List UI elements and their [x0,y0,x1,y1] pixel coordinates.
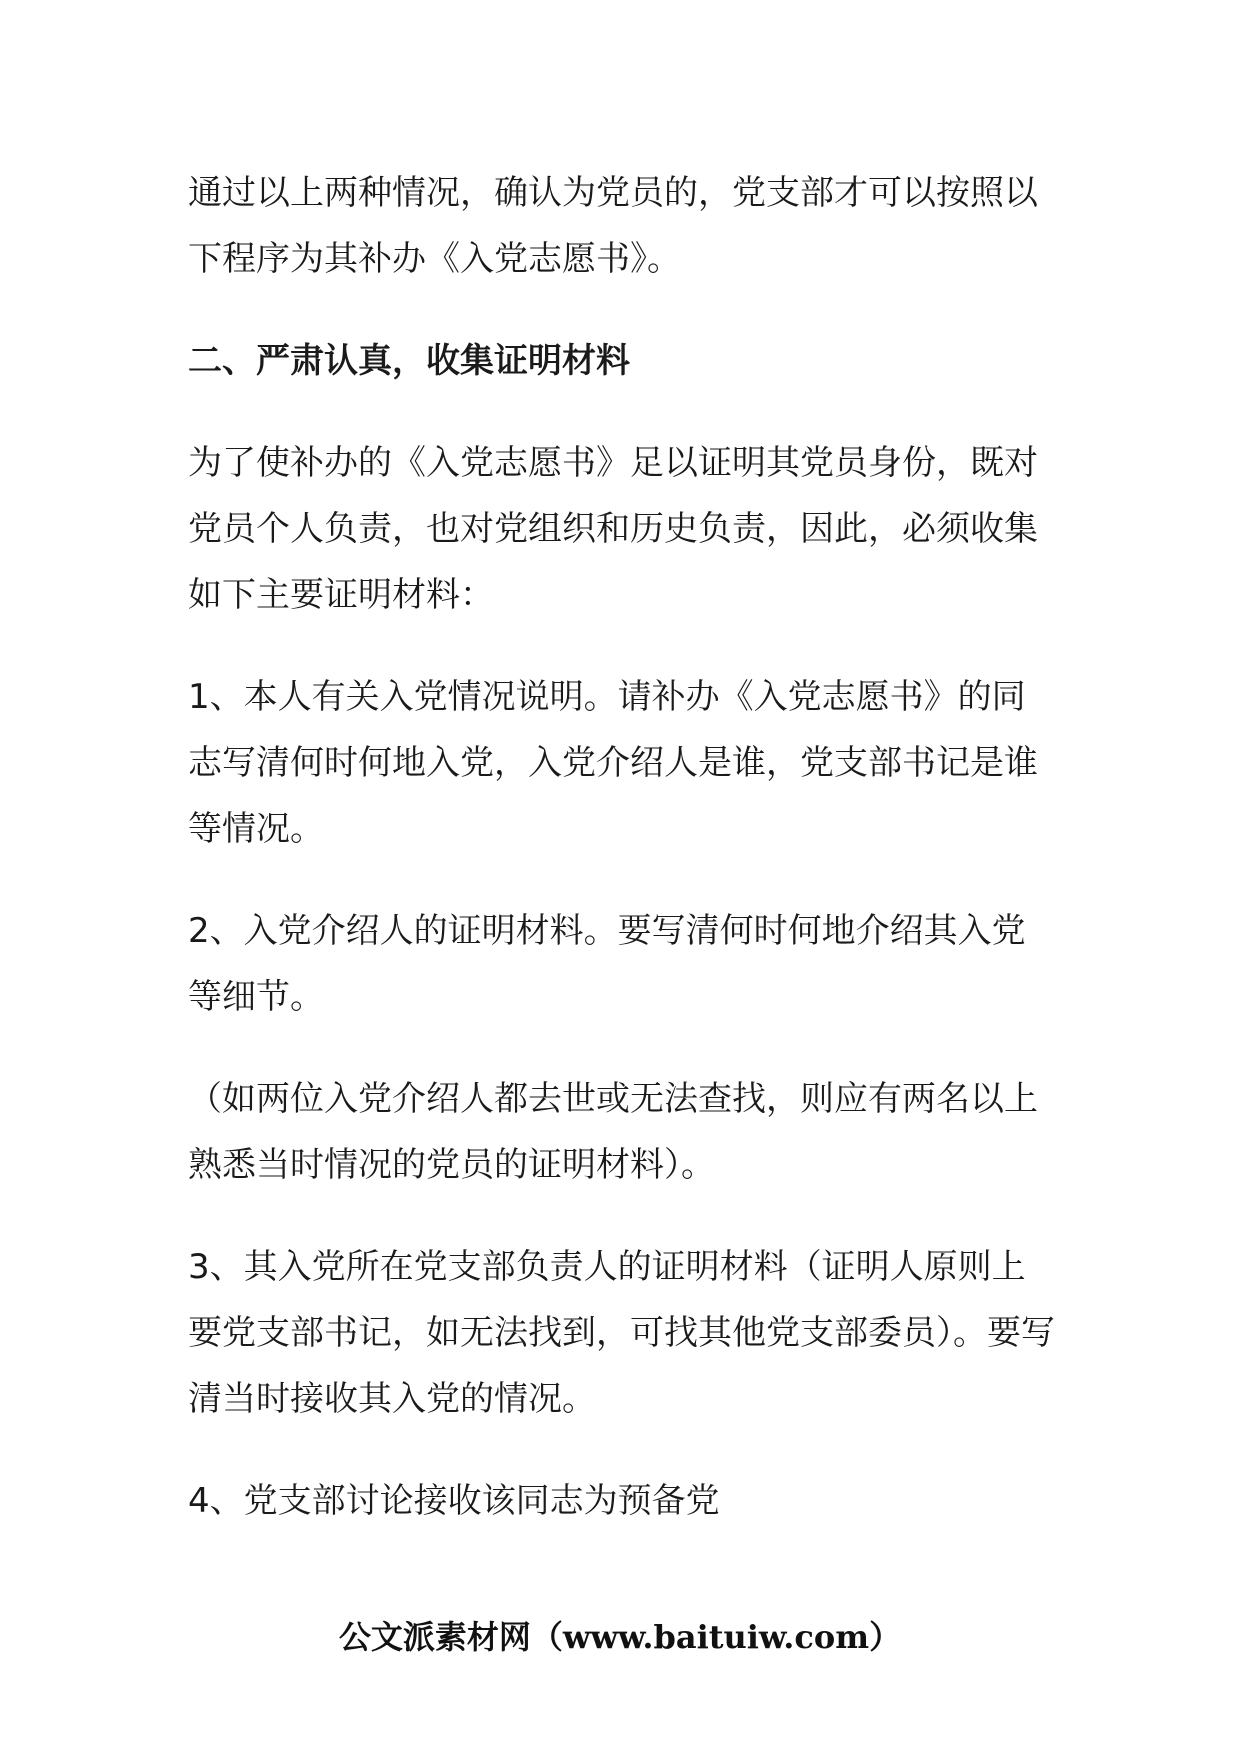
paragraph-requirements: 为了使补办的《入党志愿书》足以证明其党员身份，既对党员个人负责，也对党组织和历史负责，因此，必须收集如下主要证明材料： [188,443,1038,615]
list-item-2: 2、入党介绍人的证明材料。要写清何时何地介绍其入党等细节。 [188,911,1026,1017]
paragraph-intro: 通过以上两种情况，确认为党员的，党支部才可以按照以下程序为其补办《入党志愿书》。 [188,173,1038,279]
paragraph-note: （如两位入党介绍人都去世或无法查找，则应有两名以上熟悉当时情况的党员的证明材料）。 [188,1079,1038,1185]
list-item-1: 1、本人有关入党情况说明。请补办《入党志愿书》的同志写清何时何地入党，入党介绍人是谁，党支部书记是谁等情况。 [188,677,1038,849]
list-item-4: 4、党支部讨论接收该同志为预备党 [188,1481,720,1521]
footer-source: 公文派素材网（www.baituiw.com） [338,1618,902,1656]
list-item-3: 3、其入党所在党支部负责人的证明材料（证明人原则上要党支部书记，如无法找到，可找其他党支部委员）。要写清当时接收其入党的情况。 [188,1247,1055,1419]
section-heading: 二、严肃认真，收集证明材料 [188,341,630,381]
document-body [188,160,1058,1534]
